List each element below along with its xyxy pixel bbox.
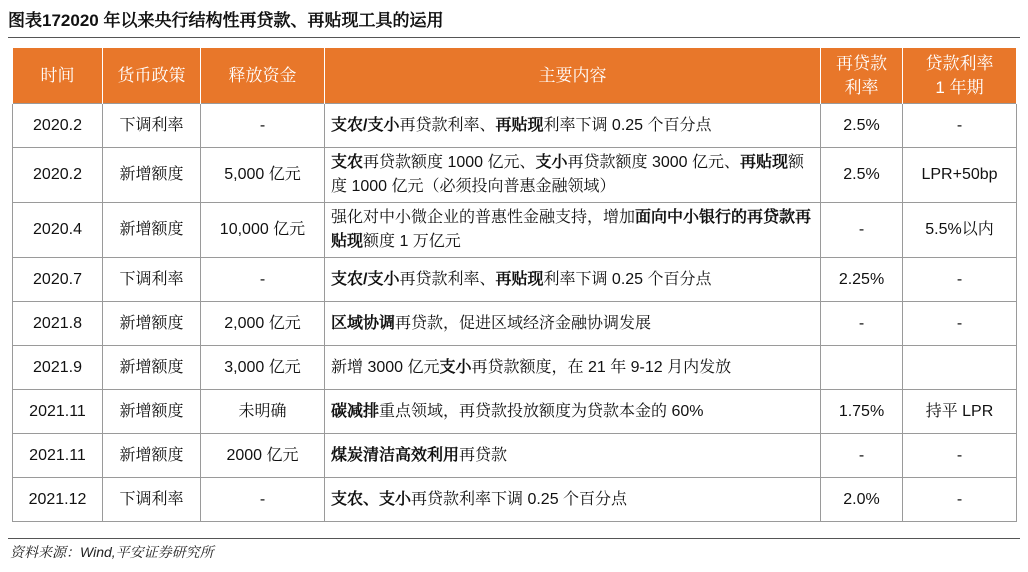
cell-funds: 5,000 亿元 bbox=[201, 148, 325, 203]
content-segment: 再贷款利率下调 0.25 个百分点 bbox=[411, 490, 628, 508]
cell-content bbox=[325, 258, 821, 302]
cell-content bbox=[325, 434, 821, 478]
cell-policy: 下调利率 bbox=[103, 478, 201, 522]
title-rule bbox=[8, 37, 1020, 38]
cell-funds: 2000 亿元 bbox=[201, 434, 325, 478]
table-row bbox=[13, 390, 1017, 434]
cell-policy: 新增额度 bbox=[103, 148, 201, 203]
content-segment: 支小 bbox=[439, 358, 472, 376]
content-segment: 碳减排 bbox=[331, 402, 380, 420]
cell-relending-rate: 2.5% bbox=[821, 104, 903, 148]
content-segment: 再贷款利率、 bbox=[399, 116, 496, 134]
cell-relending-rate: - bbox=[821, 434, 903, 478]
content-segment: 重点领域，再贷款投放额度为贷款本金的 60% bbox=[379, 402, 704, 420]
cell-funds: 2,000 亿元 bbox=[201, 302, 325, 346]
content-segment: 新增 3000 亿元 bbox=[331, 358, 440, 376]
header-time: 时间 bbox=[13, 48, 103, 104]
figure-title-row bbox=[8, 6, 1020, 36]
cell-funds: 10,000 亿元 bbox=[201, 203, 325, 258]
header-policy: 货币政策 bbox=[103, 48, 201, 104]
cell-policy: 下调利率 bbox=[103, 258, 201, 302]
cell-content bbox=[325, 148, 821, 203]
cell-loan-rate: 5.5%以内 bbox=[903, 203, 1017, 258]
cell-loan-rate bbox=[903, 346, 1017, 390]
content-segment: 再贷款 bbox=[459, 446, 508, 464]
cell-funds: 3,000 亿元 bbox=[201, 346, 325, 390]
cell-content bbox=[325, 390, 821, 434]
table-row bbox=[13, 203, 1017, 258]
table-row bbox=[13, 104, 1017, 148]
table-row bbox=[13, 434, 1017, 478]
content-segment: 再贴现 bbox=[495, 270, 544, 288]
table-row bbox=[13, 478, 1017, 522]
content-segment: 再贷款，促进区域经济金融协调发展 bbox=[395, 314, 652, 332]
content-segment: 支小 bbox=[535, 154, 568, 171]
cell-policy: 新增额度 bbox=[103, 346, 201, 390]
cell-time: 2021.11 bbox=[13, 390, 103, 434]
content-segment: 煤炭清洁高效利用 bbox=[331, 446, 460, 464]
cell-funds: 未明确 bbox=[201, 390, 325, 434]
policy-table bbox=[12, 48, 1017, 522]
cell-loan-rate: - bbox=[903, 104, 1017, 148]
source-rule bbox=[8, 538, 1020, 539]
cell-relending-rate: 2.25% bbox=[821, 258, 903, 302]
header-relending-rate: 再贷款 利率 bbox=[821, 48, 903, 104]
table-row bbox=[13, 346, 1017, 390]
cell-relending-rate bbox=[821, 346, 903, 390]
cell-time: 2021.11 bbox=[13, 434, 103, 478]
table-header-row bbox=[13, 48, 1017, 104]
content-segment: 强化对中小微企业的普惠性金融支持，增加 bbox=[331, 209, 636, 226]
cell-relending-rate: 2.5% bbox=[821, 148, 903, 203]
cell-policy: 新增额度 bbox=[103, 203, 201, 258]
content-segment: 再贷款额度 1000 亿元、 bbox=[363, 154, 536, 171]
header-loan-rate: 贷款利率 1 年期 bbox=[903, 48, 1017, 104]
cell-content bbox=[325, 302, 821, 346]
table-row bbox=[13, 148, 1017, 203]
content-segment: 再贷款额度 3000 亿元、 bbox=[567, 154, 741, 171]
cell-policy: 新增额度 bbox=[103, 302, 201, 346]
content-segment: 利率下调 0.25 个百分点 bbox=[543, 270, 712, 288]
cell-time: 2021.8 bbox=[13, 302, 103, 346]
content-segment: 支农/支小 bbox=[331, 270, 400, 288]
cell-time: 2020.7 bbox=[13, 258, 103, 302]
cell-relending-rate: 1.75% bbox=[821, 390, 903, 434]
figure-title: 2020 年以来央行结构性再贷款、再贴现工具的运用 bbox=[60, 11, 444, 30]
content-segment: 再贴现 bbox=[740, 154, 789, 171]
cell-policy: 下调利率 bbox=[103, 104, 201, 148]
cell-funds: - bbox=[201, 104, 325, 148]
content-segment: 再贴现 bbox=[495, 116, 544, 134]
table-body bbox=[13, 104, 1017, 522]
cell-loan-rate: - bbox=[903, 302, 1017, 346]
header-funds: 释放资金 bbox=[201, 48, 325, 104]
cell-content bbox=[325, 346, 821, 390]
cell-loan-rate: - bbox=[903, 258, 1017, 302]
cell-time: 2020.2 bbox=[13, 148, 103, 203]
cell-policy: 新增额度 bbox=[103, 390, 201, 434]
cell-loan-rate: LPR+50bp bbox=[903, 148, 1017, 203]
cell-time: 2021.9 bbox=[13, 346, 103, 390]
content-segment: 额度 1000 亿元（必须投向普惠金融领域） bbox=[331, 154, 805, 195]
cell-funds: - bbox=[201, 258, 325, 302]
content-segment: 利率下调 0.25 个百分点 bbox=[543, 116, 712, 134]
cell-relending-rate: - bbox=[821, 203, 903, 258]
content-segment: 支农、支小 bbox=[331, 490, 412, 508]
cell-funds: - bbox=[201, 478, 325, 522]
header-content: 主要内容 bbox=[325, 48, 821, 104]
content-segment: 支农 bbox=[331, 154, 364, 171]
content-segment: 区域协调 bbox=[331, 314, 396, 332]
cell-time: 2021.12 bbox=[13, 478, 103, 522]
figure-number: 图表17 bbox=[8, 11, 61, 30]
cell-loan-rate: - bbox=[903, 478, 1017, 522]
cell-content bbox=[325, 203, 821, 258]
cell-time: 2020.2 bbox=[13, 104, 103, 148]
cell-content bbox=[325, 104, 821, 148]
cell-loan-rate: - bbox=[903, 434, 1017, 478]
content-segment: 再贷款额度，在 21 年 9-12 月内发放 bbox=[471, 358, 732, 376]
cell-policy: 新增额度 bbox=[103, 434, 201, 478]
source-note: 资料来源：Wind,平安证券研究所 bbox=[10, 544, 214, 560]
table-row bbox=[13, 258, 1017, 302]
table-row bbox=[13, 302, 1017, 346]
content-segment: 面向中小银行的再贷款再贴现 bbox=[331, 209, 812, 250]
cell-relending-rate: - bbox=[821, 302, 903, 346]
content-segment: 再贷款利率、 bbox=[399, 270, 496, 288]
cell-time: 2020.4 bbox=[13, 203, 103, 258]
cell-content bbox=[325, 478, 821, 522]
content-segment: 支农/支小 bbox=[331, 116, 400, 134]
cell-loan-rate: 持平 LPR bbox=[903, 390, 1017, 434]
cell-relending-rate: 2.0% bbox=[821, 478, 903, 522]
content-segment: 额度 1 万亿元 bbox=[363, 233, 461, 250]
